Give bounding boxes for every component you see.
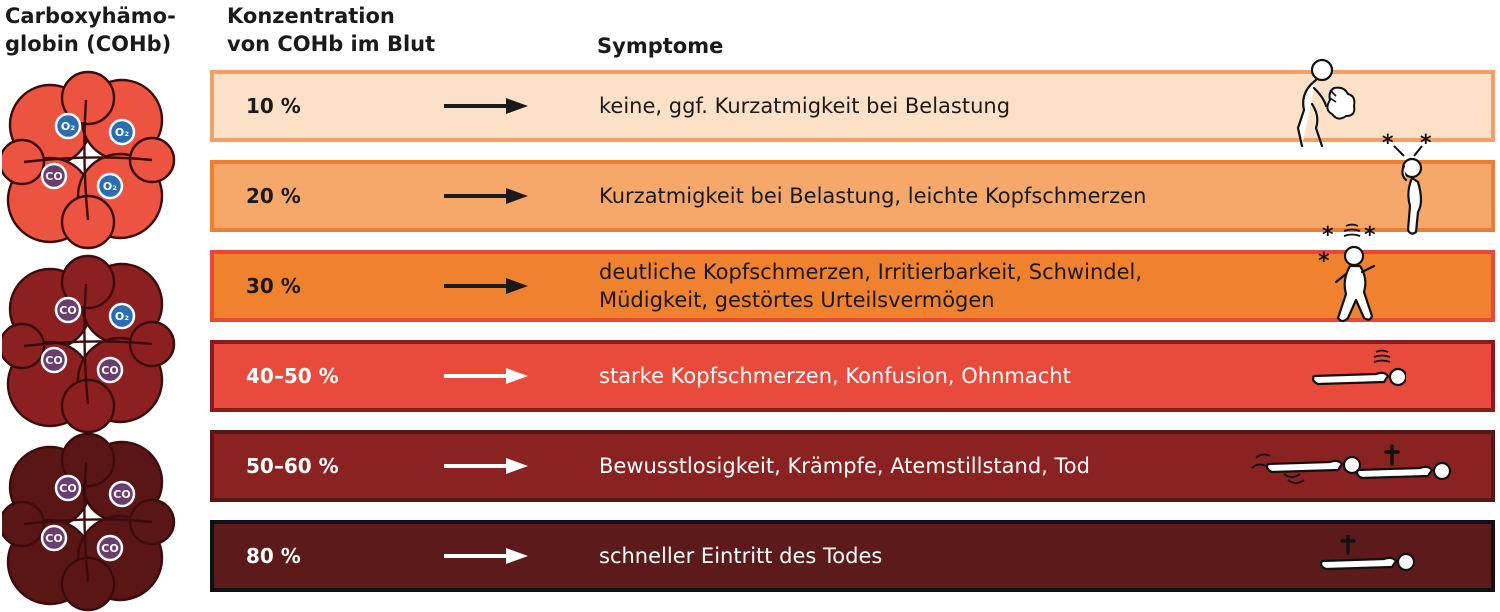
o2-molecule-icon xyxy=(56,114,80,138)
molecule-label: CO xyxy=(113,488,131,501)
row-6 xyxy=(210,520,1495,592)
svg-text:*: * xyxy=(1322,223,1334,248)
molecule-label: O₂ xyxy=(60,120,76,133)
row-symptoms xyxy=(599,254,1142,318)
co-molecule-icon xyxy=(42,526,66,550)
co-molecule-icon xyxy=(42,164,66,188)
row-percentage: 50–60 % xyxy=(246,454,339,478)
row-symptoms xyxy=(599,434,1090,498)
arrow-right-icon xyxy=(444,366,528,386)
symptom-line: Kurzatmigkeit bei Belastung, leichte Kopfschmerzen xyxy=(599,184,1147,208)
row-symptoms xyxy=(599,74,1010,138)
molecule-label: CO xyxy=(101,364,119,377)
svg-text:*: * xyxy=(1382,131,1394,156)
co-molecule-icon xyxy=(110,482,134,506)
breathless-figure-icon xyxy=(1290,58,1370,153)
header-hemoglobin-line1: Carboxyhämo- xyxy=(5,4,176,28)
arrow-right-icon xyxy=(444,546,528,566)
symptom-line: Bewusstlosigkeit, Krämpfe, Atemstillstand, Tod xyxy=(599,454,1090,478)
row-symptoms xyxy=(599,164,1146,228)
molecule-label: O₂ xyxy=(114,126,130,139)
dizzy-figure-icon xyxy=(1316,218,1406,330)
row-4 xyxy=(210,340,1495,412)
row-percentage: 30 % xyxy=(246,274,301,298)
o2-molecule-icon xyxy=(110,120,134,144)
molecule-label: CO xyxy=(59,482,77,495)
fainted-figure-icon xyxy=(1306,344,1406,396)
hemoglobin-cluster-1 xyxy=(2,70,182,250)
svg-text:*: * xyxy=(1420,131,1432,156)
hemoglobin-cluster-2 xyxy=(2,254,182,434)
header-concentration-line2: von COHb im Blut xyxy=(227,32,436,56)
co-molecule-icon xyxy=(98,536,122,560)
molecule-label: CO xyxy=(101,542,119,555)
co-molecule-icon xyxy=(98,358,122,382)
row-3 xyxy=(210,250,1495,322)
symptom-line: schneller Eintritt des Todes xyxy=(599,544,883,568)
header-symptoms: Symptome xyxy=(597,34,724,58)
symptom-line: starke Kopfschmerzen, Konfusion, Ohnmacht xyxy=(599,364,1071,388)
row-percentage: 20 % xyxy=(246,184,301,208)
molecule-label: CO xyxy=(45,354,63,367)
arrow-right-icon xyxy=(444,276,528,296)
o2-molecule-icon xyxy=(98,174,122,198)
co-molecule-icon xyxy=(56,476,80,500)
row-percentage: 40–50 % xyxy=(246,364,339,388)
arrow-right-icon xyxy=(444,456,528,476)
row-percentage: 10 % xyxy=(246,94,301,118)
svg-text:*: * xyxy=(1318,249,1330,274)
symptom-line: deutliche Kopfschmerzen, Irritierbarkeit, Schwindel, xyxy=(599,260,1143,284)
symptom-line: keine, ggf. Kurzatmigkeit bei Belastung xyxy=(599,94,1011,118)
row-symptoms xyxy=(599,524,882,588)
header-concentration-line1: Konzentration xyxy=(227,4,395,28)
molecule-label: CO xyxy=(45,170,63,183)
co-molecule-icon xyxy=(56,298,80,322)
header-concentration xyxy=(227,2,435,58)
o2-molecule-icon xyxy=(110,304,134,328)
death-figure-icon xyxy=(1318,535,1418,581)
header-hemoglobin-line2: globin (COHb) xyxy=(5,32,172,56)
molecule-label: O₂ xyxy=(114,310,130,323)
hemoglobin-cluster-3 xyxy=(2,432,182,612)
arrow-right-icon xyxy=(444,186,528,206)
convulsion-death-icon xyxy=(1246,440,1456,492)
molecule-label: O₂ xyxy=(102,180,118,193)
row-2 xyxy=(210,160,1495,232)
header-hemoglobin xyxy=(5,2,176,58)
svg-text:*: * xyxy=(1364,223,1376,248)
symptom-line: Müdigkeit, gestörtes Urteilsvermögen xyxy=(599,288,995,312)
row-symptoms xyxy=(599,344,1071,408)
row-percentage: 80 % xyxy=(246,544,301,568)
arrow-right-icon xyxy=(444,96,528,116)
molecule-label: CO xyxy=(45,532,63,545)
molecule-label: CO xyxy=(59,304,77,317)
co-molecule-icon xyxy=(42,348,66,372)
